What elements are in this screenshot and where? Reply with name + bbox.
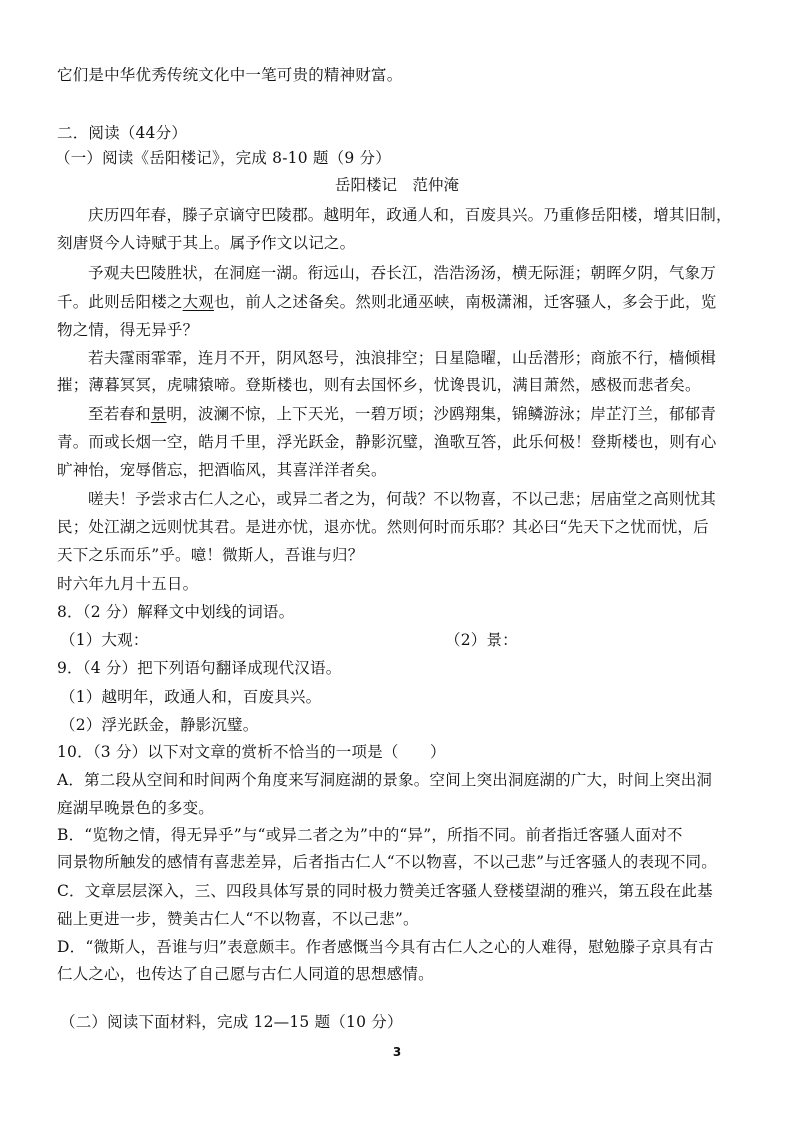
- essay-p4-line3: 旷神怡，宠辱偕忘，把酒临风，其喜洋洋者矣。: [57, 461, 387, 479]
- underlined-word-daguan: 大观: [182, 293, 215, 311]
- essay-p3-line1: 若夫霪雨霏霏，连月不开，阴风怒号，浊浪排空；日星隐曜，山岳潜形；商旅不行，樯倾楫: [88, 349, 717, 367]
- q10-option-b-line1: B．“览物之情，得无异乎”与“或异二者之为”中的“异”，所指不同。前者指迁客骚人面对不: [57, 826, 683, 844]
- q8-stem: 8．（2 分）解释文中划线的词语。: [57, 603, 295, 621]
- section-heading: 二．阅读（44分）: [57, 124, 188, 142]
- essay-p2-line1: 予观夫巴陵胜状，在洞庭一湖。衔远山，吞长江，浩浩汤汤，横无际涯；朝晖夕阴，气象万: [88, 264, 717, 282]
- essay-title: 岳阳楼记 范仲淹: [334, 176, 459, 194]
- q10-option-d-line1: D．“微斯人，吾谁与归”表意颇丰。作者感慨当今具有古仁人之心的人难得，慰勉滕子京具有古: [57, 938, 714, 956]
- q10-option-b-line2: 同景物所触发的感情有喜悲差异，后者指古仁人“不以物喜，不以己悲”与迁客骚人的表现不同。: [57, 853, 717, 871]
- essay-p4-line2: 青。而或长烟一空，皓月千里，浮光跃金，静影沉璧，渔歌互答，此乐何极！登斯楼也，则有心: [57, 433, 717, 451]
- q9-sentence1: （1）越明年，政通人和，百废具兴。: [60, 688, 322, 706]
- essay-p2-line3: 物之情，得无异乎？: [57, 321, 199, 339]
- q10-option-a-line2: 庭湖早晚景色的多变。: [57, 799, 215, 817]
- p2-line2-pre: 千。此则岳阳楼之: [57, 293, 183, 311]
- q8-answer1-label: （1）大观：: [60, 631, 149, 649]
- essay-p1-line1: 庆历四年春，滕子京谪守巴陵郡。越明年，政通人和，百废具兴。乃重修岳阳楼，增其旧制，: [88, 206, 732, 224]
- q10-option-c-line2: 础上更进一步，赞美古仁人“不以物喜，不以己悲”。: [57, 910, 419, 928]
- p4-line1-pre: 至若春和: [88, 405, 151, 423]
- q10-option-d-line2: 仁人之心，也传达了自己愿与古仁人同道的思想感情。: [57, 965, 434, 983]
- part1-heading: （一）阅读《岳阳楼记》，完成 8-10 题（9 分）: [55, 149, 391, 167]
- essay-p3-line2: 摧；薄暮冥冥，虎啸猿啼。登斯楼也，则有去国怀乡，忧谗畏讥，满目萧然，感极而悲者矣。: [57, 376, 701, 394]
- part2-heading: （二）阅读下面材料，完成 12—15 题（10 分）: [60, 1013, 403, 1031]
- p4-line1-post: 明，波澜不惊，上下天光，一碧万顷；沙鸥翔集，锦鳞游泳；岸芷汀兰，郁郁青: [166, 405, 717, 423]
- page-number: 3: [392, 1045, 402, 1059]
- essay-p5-line2: 民；处江湖之远则忧其君。是进亦忧，退亦忧。然则何时而乐耶？其必曰“先天下之忧而忧，后: [57, 518, 709, 536]
- underlined-word-jing: 景: [150, 405, 167, 423]
- q10-stem: 10．（3 分）以下对文章的赏析不恰当的一项是（ ）: [57, 743, 446, 761]
- essay-p2-line2: [57, 292, 716, 312]
- essay-p1-line2: 刻唐贤今人诗赋于其上。属予作文以记之。: [57, 234, 356, 252]
- q9-stem: 9．（4 分）把下列语句翻译成现代汉语。: [57, 659, 342, 677]
- q9-sentence2: （2）浮光跃金，静影沉璧。: [60, 716, 259, 734]
- q10-option-c-line1: C．文章层层深入，三、四段具体写景的同时极力赞美迁客骚人登楼望湖的雅兴，第五段在此基: [57, 882, 713, 900]
- q8-answer2-label: （2）景：: [445, 631, 518, 649]
- essay-p4-line1: [88, 404, 716, 424]
- q10-option-a-line1: A．第二段从空间和时间两个角度来写洞庭湖的景象。空间上突出洞庭湖的广大，时间上突出洞: [57, 771, 713, 789]
- essay-p5-line1: 嗟夫！予尝求古仁人之心，或异二者之为，何哉？不以物喜，不以己悲；居庙堂之高则忧其: [88, 490, 717, 508]
- intro-tail-line: 它们是中华优秀传统文化中一笔可贵的精神财富。: [57, 66, 403, 84]
- essay-date-line: 时六年九月十五日。: [57, 575, 199, 593]
- q8-answers: [60, 630, 760, 650]
- essay-p5-line3: 天下之乐而乐”乎。噫！微斯人，吾谁与归？: [57, 546, 364, 564]
- p2-line2-post: 也，前人之述备矣。然则北通巫峡，南极潇湘，迁客骚人，多会于此，览: [214, 293, 717, 311]
